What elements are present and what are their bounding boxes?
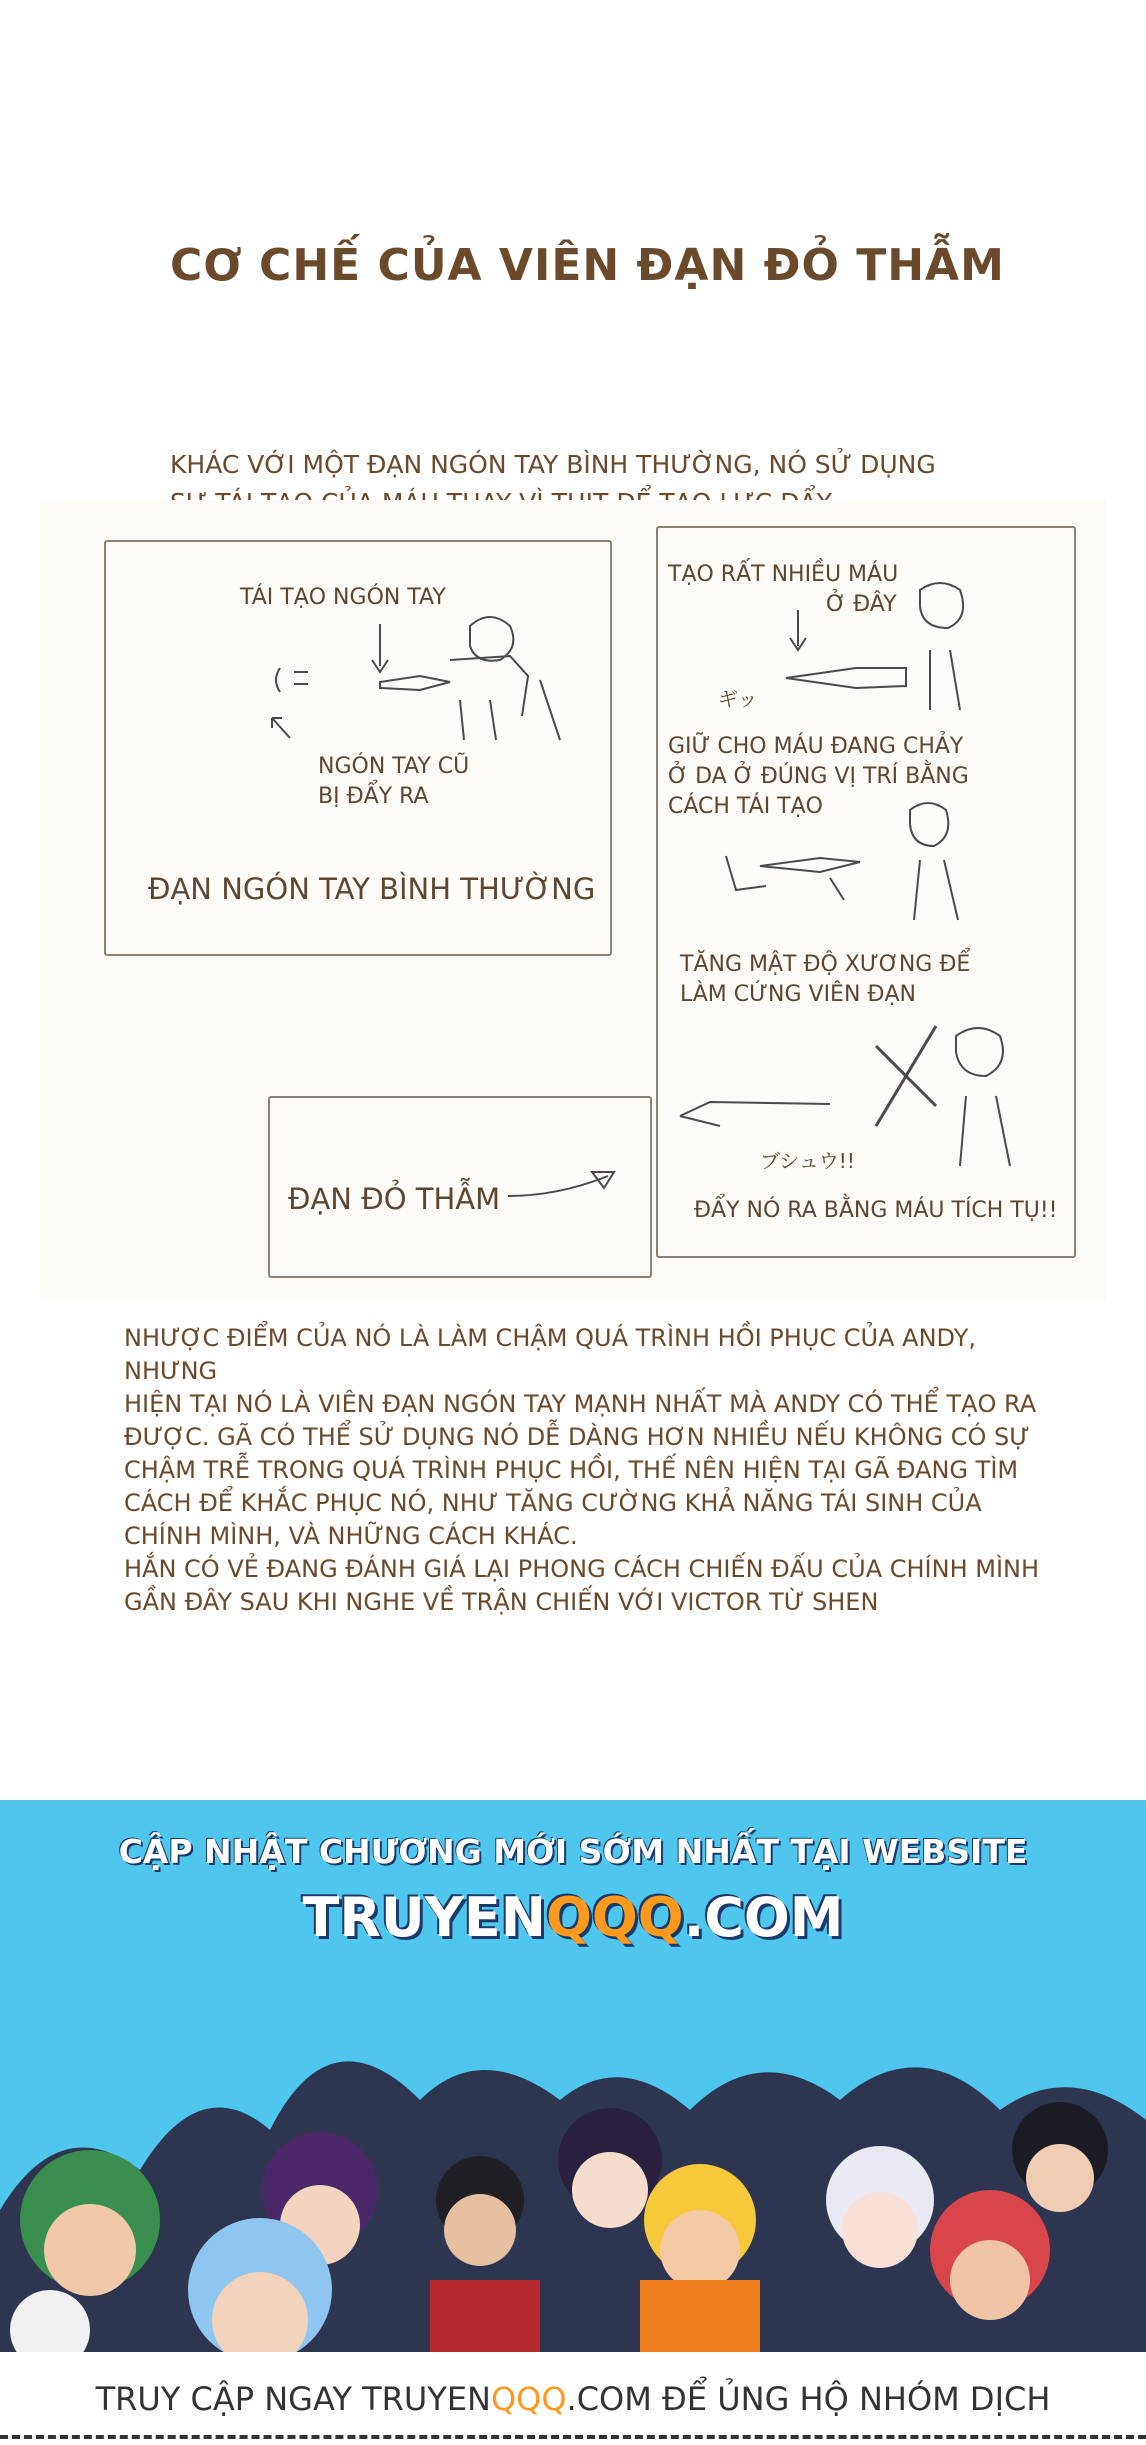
body-line: CHẬM TRỄ TRONG QUÁ TRÌNH PHỤC HỒI, THẾ NÊN HIỆN TẠI GÃ ĐANG TÌM xyxy=(124,1456,1019,1484)
sketch-step4 xyxy=(676,1016,1066,1186)
page-title: CƠ CHẾ CỦA VIÊN ĐẠN ĐỎ THẪM xyxy=(170,240,1005,291)
banner-site-suffix: .COM xyxy=(683,1886,844,1949)
body-line: GẦN ĐÂY SAU KHI NGHE VỀ TRẬN CHIẾN VỚI VICTOR TỪ SHEN xyxy=(124,1588,879,1616)
step1-sfx: ギッ xyxy=(718,687,758,711)
step1-line: Ở ĐÂY xyxy=(826,592,897,617)
step3-line: TĂNG MẬT ĐỘ XƯƠNG ĐỂ xyxy=(680,952,971,977)
caption-normal-bullet: ĐẠN NGÓN TAY BÌNH THƯỜNG xyxy=(148,872,596,906)
step1-line: TẠO RẤT NHIỀU MÁU xyxy=(668,562,899,587)
step3-text xyxy=(680,950,970,1010)
label-old-finger-line: NGÓN TAY CŨ xyxy=(318,754,470,779)
caption-crimson-bullet: ĐẠN ĐỎ THẪM xyxy=(288,1182,501,1216)
banner-site-highlight: QQQ xyxy=(545,1886,684,1949)
banner-headline: CẬP NHẬT CHƯƠNG MỚI SỚM NHẤT TẠI WEBSITE xyxy=(118,1832,1028,1871)
label-old-finger xyxy=(318,752,469,812)
label-old-finger-line: BỊ ĐẨY RA xyxy=(318,784,429,809)
body-line: HIỆN TẠI NÓ LÀ VIÊN ĐẠN NGÓN TAY MẠNH NHẤT MÀ ANDY CÓ THỂ TẠO RA xyxy=(124,1390,1037,1418)
footer-prefix: TRUY CẬP NGAY TRUYEN xyxy=(95,2380,491,2418)
banner-site-name[interactable] xyxy=(0,1886,1146,1949)
explanation-text xyxy=(124,1322,1074,1619)
step2-line: CÁCH TÁI TẠO xyxy=(668,794,823,819)
step4-caption: ĐẨY NÓ RA BẰNG MÁU TÍCH TỤ!! xyxy=(694,1198,1058,1223)
footer-link[interactable] xyxy=(0,2380,1146,2418)
body-line: ĐƯỢC. GÃ CÓ THỂ SỬ DỤNG NÓ DỄ DÀNG HƠN NHIỀU NẾU KHÔNG CÓ SỰ xyxy=(124,1423,1030,1451)
sketch-step2 xyxy=(720,800,980,930)
intro-line: KHÁC VỚI MỘT ĐẠN NGÓN TAY BÌNH THƯỜNG, NÓ SỬ DỤNG xyxy=(170,450,936,479)
body-line: NHƯỢC ĐIỂM CỦA NÓ LÀ LÀM CHẬM QUÁ TRÌNH HỒI PHỤC CỦA ANDY, NHƯNG xyxy=(124,1324,976,1385)
body-line: CÁCH ĐỂ KHẮC PHỤC NÓ, NHƯ TĂNG CƯỜNG KHẢ NĂNG TÁI SINH CỦA xyxy=(124,1489,982,1517)
step2-line: GIỮ CHO MÁU ĐANG CHẢY xyxy=(668,734,964,759)
arrow-to-bullet xyxy=(506,1166,626,1206)
body-line: CHÍNH MÌNH, VÀ NHỮNG CÁCH KHÁC. xyxy=(124,1522,578,1550)
body-line: HẮN CÓ VẺ ĐANG ĐÁNH GIÁ LẠI PHONG CÁCH CHIẾN ĐẤU CỦA CHÍNH MÌNH xyxy=(124,1555,1040,1583)
sketch-normal-bullet xyxy=(260,610,580,760)
step4-sfx: ブシュウ!! xyxy=(760,1149,855,1173)
label-regen-finger: TÁI TẠO NGÓN TAY xyxy=(240,585,446,610)
promo-banner[interactable] xyxy=(0,1800,1146,2352)
step2-line: Ở DA Ở ĐÚNG VỊ TRÍ BẰNG xyxy=(668,764,969,789)
footer-suffix: .COM ĐỂ ỦNG HỘ NHÓM DỊCH xyxy=(566,2380,1051,2418)
step3-line: LÀM CỨNG VIÊN ĐẠN xyxy=(680,982,916,1007)
footer[interactable] xyxy=(0,2352,1146,2445)
banner-site-prefix: TRUYEN xyxy=(302,1886,546,1949)
footer-highlight: QQQ xyxy=(490,2380,567,2418)
footer-divider xyxy=(0,2435,1146,2439)
banner-characters-art xyxy=(0,1950,1146,2352)
sketch-step1 xyxy=(780,580,980,720)
